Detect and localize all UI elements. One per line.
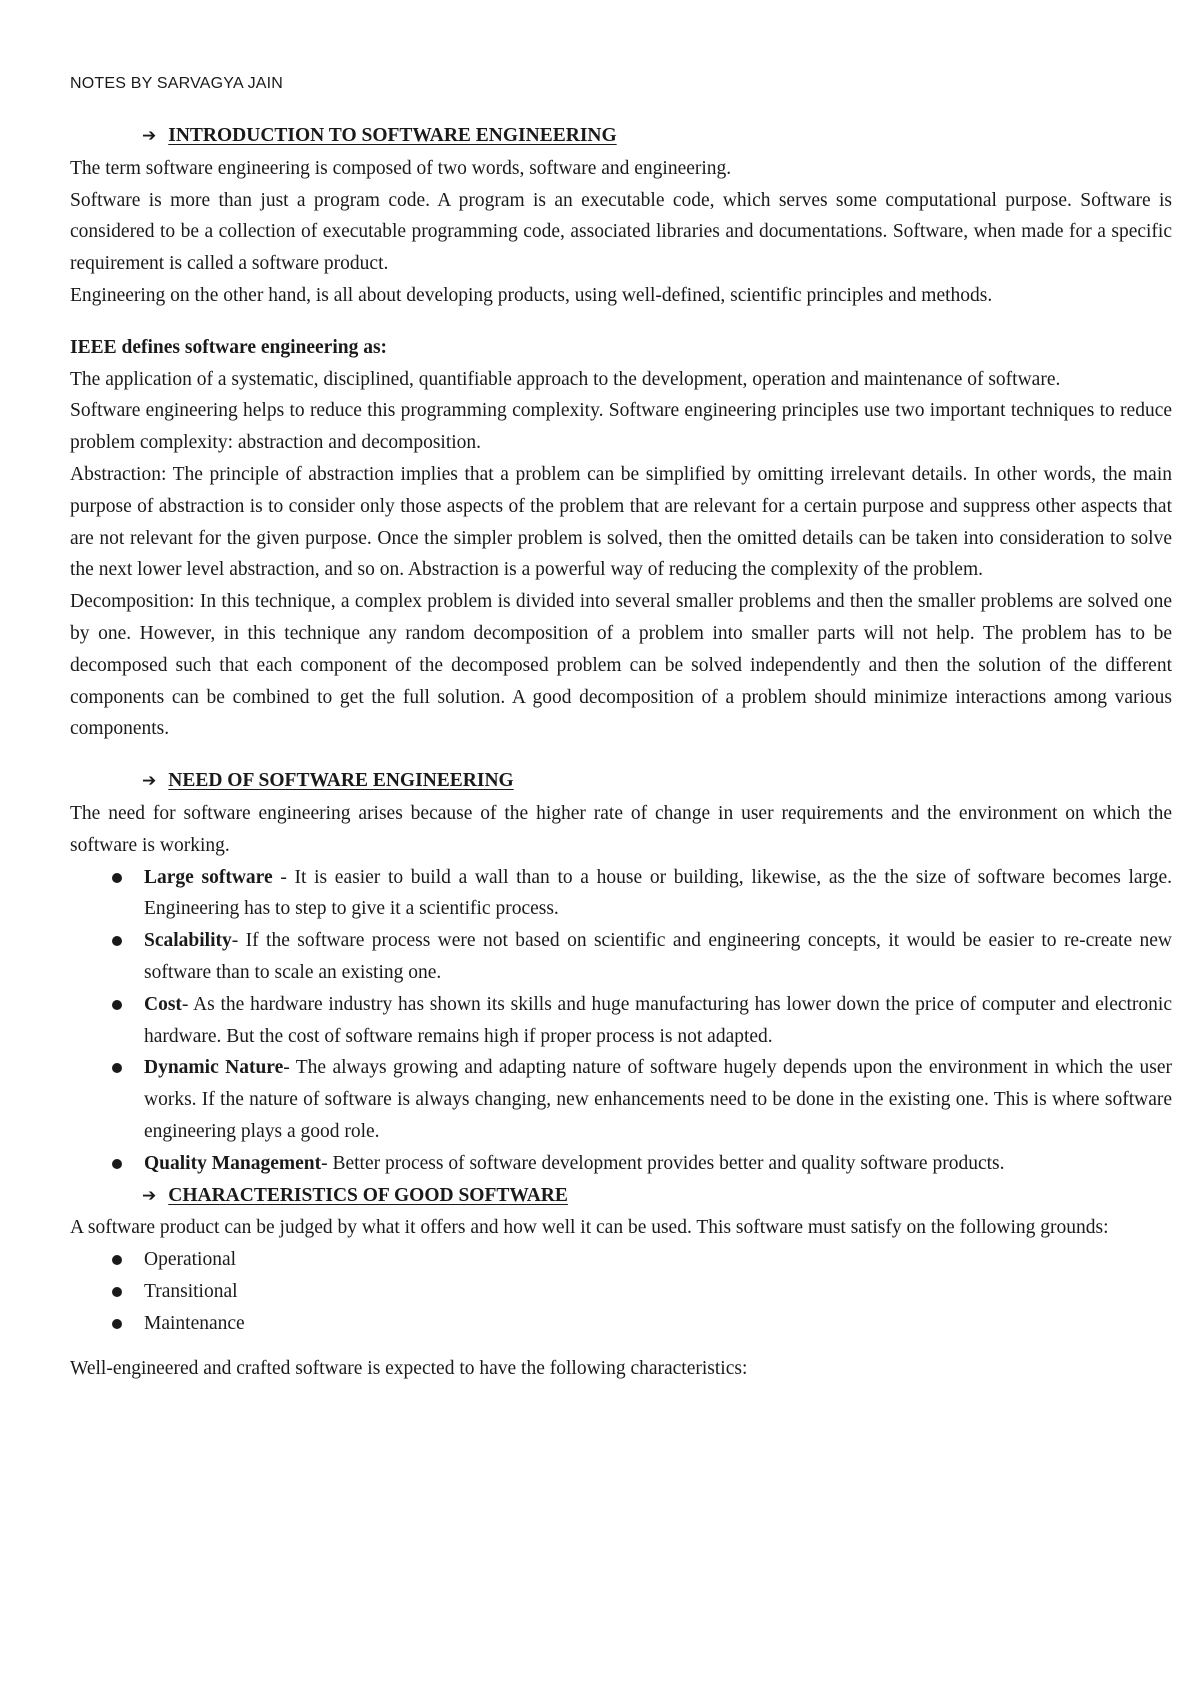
bullet-icon: [112, 936, 122, 946]
list-item-text: Transitional: [144, 1280, 238, 1302]
intro-paragraph-3: Engineering on the other hand, is all about developing products, using well-defined, scientific principles and methods.: [70, 284, 993, 306]
bullet-icon: [112, 1000, 122, 1010]
list-item: [70, 1244, 1172, 1276]
ieee-heading: IEEE defines software engineering as:: [70, 336, 388, 358]
intro-paragraph-1: The term software engineering is composed of two words, software and engineering.: [70, 157, 732, 179]
arrow-right-icon: ➔: [142, 1185, 157, 1206]
list-item-label: Dynamic Nature: [144, 1057, 284, 1079]
characteristics-intro-paragraph: A software product can be judged by what it offers and how well it can be used. This software must satisfy on the following grounds:: [70, 1217, 1109, 1239]
list-item-text: Operational: [144, 1249, 237, 1271]
need-list: [70, 862, 1172, 1180]
section-heading-characteristics: [70, 1180, 1172, 1213]
list-item-text: - It is easier to build a wall than to a house or building, likewise, as the the size of software becomes large. Engineering has to step to give it a scientific process.: [144, 866, 1172, 920]
section-heading-need: [70, 765, 1172, 798]
bullet-icon: [112, 1159, 122, 1169]
list-item: [70, 1052, 1172, 1147]
bullet-icon: [112, 1319, 122, 1329]
list-item-label: Cost: [144, 993, 182, 1015]
bullet-icon: [112, 1063, 122, 1073]
list-item: [70, 925, 1172, 989]
bullet-icon: [112, 1255, 122, 1265]
ieee-paragraph-2: Software engineering helps to reduce this programming complexity. Software engineering principles use two important techniques to reduce problem complexity: abstraction and decomposition.: [70, 400, 1172, 454]
section-heading-text: NEED OF SOFTWARE ENGINEERING: [168, 770, 514, 792]
list-item-text: - The always growing and adapting nature of software hugely depends upon the environment in which the user works. If the nature of software is always changing, new enhancements need to be done in the existing one. This is where software engineering plays a good role.: [144, 1057, 1172, 1142]
spacer: [70, 745, 1172, 765]
section-heading-text: INTRODUCTION TO SOFTWARE ENGINEERING: [168, 125, 617, 146]
characteristics-closing-paragraph: Well-engineered and crafted software is expected to have the following characteristics:: [70, 1358, 748, 1380]
list-item-text: Maintenance: [144, 1312, 245, 1334]
arrow-right-icon: ➔: [142, 126, 157, 146]
arrow-right-icon: ➔: [142, 771, 157, 792]
bullet-icon: [112, 873, 122, 883]
abstraction-paragraph: Abstraction: The principle of abstraction implies that a problem can be simplified by omitting irrelevant details. In other words, the main purpose of abstraction is to consider only those aspects of the problem that are relevant for a certain purpose and suppress other aspects that are not relevant for the given purpose. Once the simpler problem is solved, then the omitted details can be taken into consideration to solve the next lower level abstraction, and so on. Abstraction is a powerful way of reducing the complexity of the problem.: [70, 463, 1172, 581]
decomposition-paragraph: Decomposition: In this technique, a complex problem is divided into several smaller problems and then the smaller problems are solved one by one. However, in this technique any random decomposition of a problem into smaller parts will not help. The problem has to be decomposed such that each component of the decomposed problem can be solved independently and then the solution of the different components can be combined to get the full solution. A good decomposition of a problem should minimize interactions among various components.: [70, 591, 1172, 740]
spacer: [70, 1339, 1172, 1353]
document-body: [70, 120, 1172, 1385]
section-heading-text: CHARACTERISTICS OF GOOD SOFTWARE: [168, 1184, 568, 1206]
list-item: [70, 1148, 1172, 1180]
list-item-text: - Better process of software development provides better and quality software products.: [321, 1152, 1005, 1174]
list-item: [70, 862, 1172, 926]
ieee-paragraph-1: The application of a systematic, disciplined, quantifiable approach to the development, operation and maintenance of software.: [70, 368, 1061, 390]
list-item: [70, 1276, 1172, 1308]
grounds-list: [70, 1244, 1172, 1339]
list-item-label: Scalability: [144, 930, 232, 952]
list-item-label: Large software: [144, 866, 273, 888]
section-heading-introduction: [70, 120, 1172, 153]
list-item-text: - If the software process were not based on scientific and engineering concepts, it would be easier to re-create new software than to scale an existing one.: [144, 930, 1172, 983]
list-item-text: - As the hardware industry has shown its skills and huge manufacturing has lower down the price of computer and electronic hardware. But the cost of software remains high if proper process is not adapted.: [144, 993, 1172, 1047]
list-item: [70, 1308, 1172, 1340]
intro-paragraph-2: Software is more than just a program code. A program is an executable code, which serves some computational purpose. Software is considered to be a collection of executable programming code, associated libraries and documentations. Software, when made for a specific requirement is called a software product.: [70, 189, 1172, 275]
spacer: [70, 312, 1172, 332]
need-intro-paragraph: The need for software engineering arises because of the higher rate of change in user requirements and the environment on which the software is working.: [70, 802, 1172, 856]
list-item-label: Quality Management: [144, 1152, 322, 1174]
page-header: NOTES BY SARVAGYA JAIN: [70, 75, 284, 92]
bullet-icon: [112, 1287, 122, 1297]
list-item: [70, 989, 1172, 1053]
